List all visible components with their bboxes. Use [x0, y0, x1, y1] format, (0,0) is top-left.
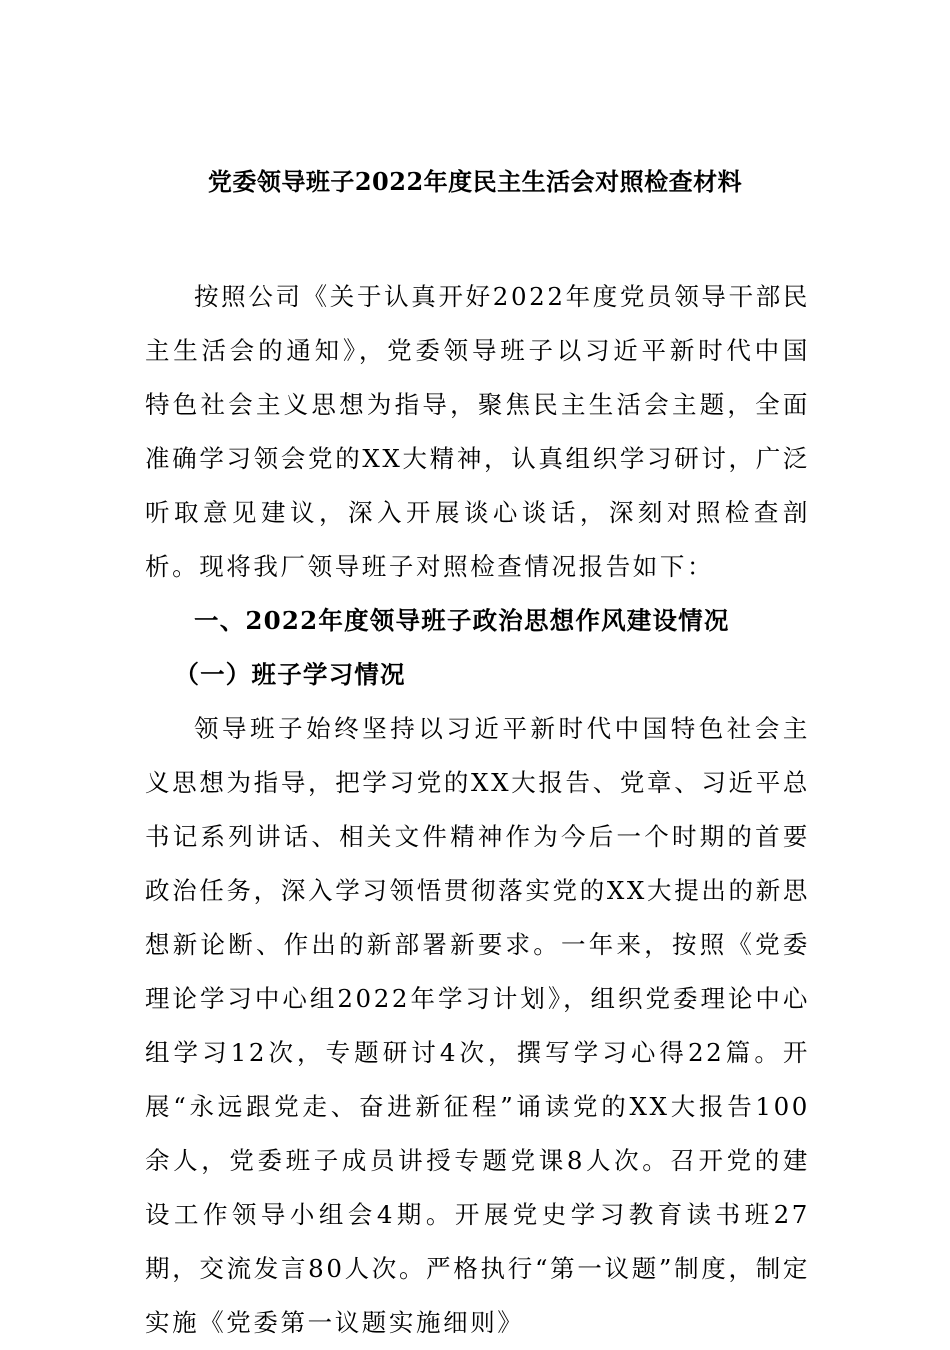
subsection-1-heading: （一）班子学习情况 [174, 660, 406, 689]
document-title: 党委领导班子2022年度民主生活会对照检查材料 [207, 167, 743, 196]
document-body [145, 270, 810, 1350]
subsection-1-paragraph: 领导班子始终坚持以习近平新时代中国特色社会主义思想为指导，把学习党的XX大报告、党章、习近平总书记系列讲话、相关文件精神作为今后一个时期的首要政治任务，深入学习领悟贯彻落实党的XX大提出的新思想新论断、作出的新部署新要求。一年来，按照《党委理论学习中心组2022年学习计划》，组织党委理论中心组学习12次，专题研讨4次，撰写学习心得22篇。开展“永远跟党走、奋进新征程”诵读党的XX大报告100余人，党委班子成员讲授专题党课8人次。召开党的建设工作领导小组会4期。开展党史学习教育读书班27期，交流发言80人次。严格执行“第一议题”制度，制定实施《党委第一议题实施细则》 [145, 714, 810, 1337]
intro-paragraph: 按照公司《关于认真开好2022年度党员领导干部民主生活会的通知》，党委领导班子以习近平新时代中国特色社会主义思想为指导，聚焦民主生活会主题，全面准确学习领会党的XX大精神，认真组织学习研讨，广泛听取意见建议，深入开展谈心谈话，深刻对照检查剖析。现将我厂领导班子对照检查情况报告如下： [145, 282, 810, 581]
section-1-heading: 一、2022年度领导班子政治思想作风建设情况 [194, 606, 730, 635]
